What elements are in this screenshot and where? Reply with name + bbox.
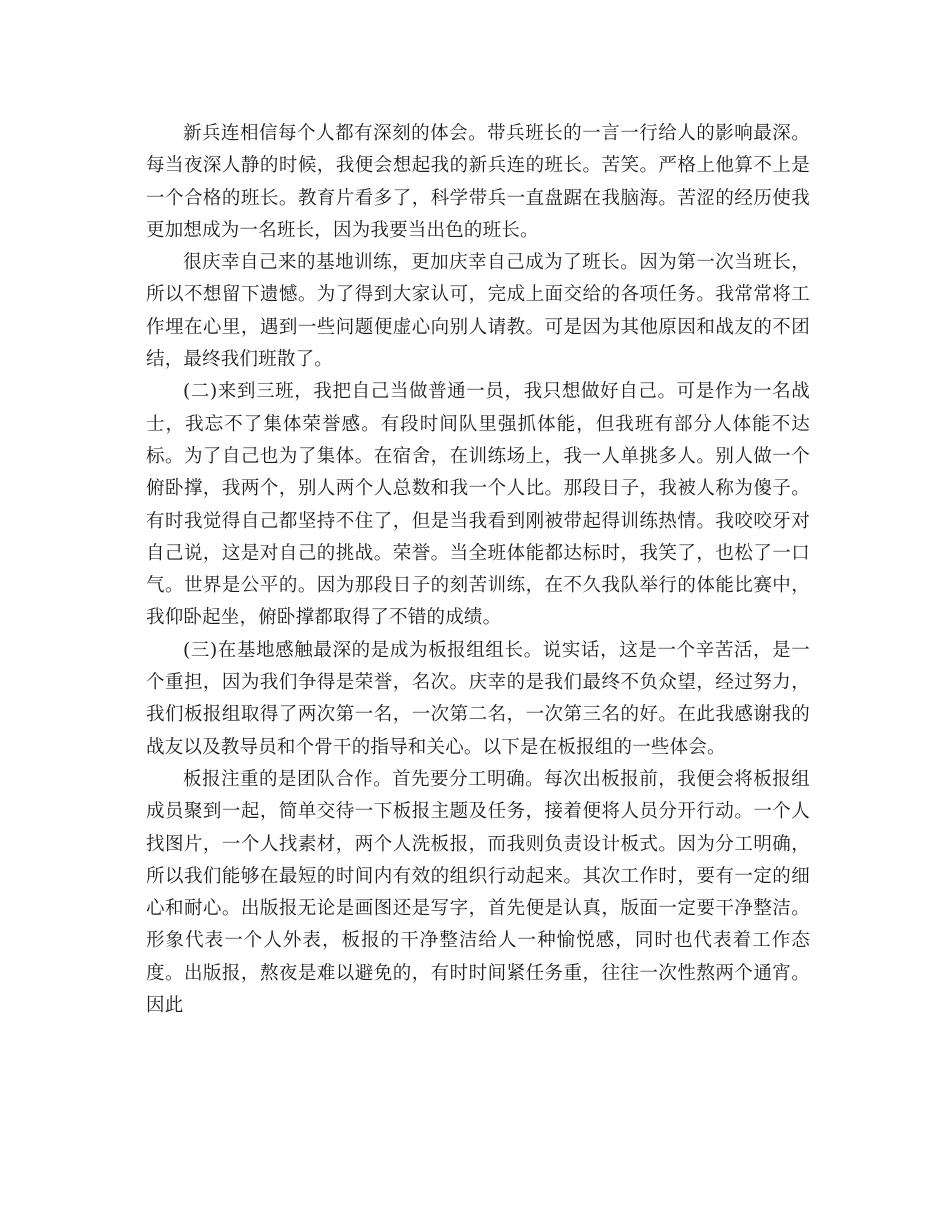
paragraph-4: (三)在基地感触最深的是成为板报组组长。说实话，这是一个辛苦活，是一个重担，因为我们争得是荣誉，名次。庆幸的是我们最终不负众望，经过努力，我们板报组取得了两次第一名，一次第二名，一次第三名的好。在此我感谢我的战友以及教导员和个骨干的指导和关心。以下是在板报组的一些体会。 [146,639,810,758]
paragraph-5: 板报注重的是团队合作。首先要分工明确。每次出板报前，我便会将板报组成员聚到一起，简单交待一下板报主题及任务，接着便将人员分开行动。一个人找图片，一个人找素材，两个人洗板报，而我则负责设计板式。因为分工明确，所以我们能够在最短的时间内有效的组织行动起来。其次工作时，要有一定的细心和耐心。出版报无论是画图还是写字，首先便是认真，版面一定要干净整洁。形象代表一个人外表，板报的干净整洁给人一种愉悦感，同时也代表着工作态度。出版报，熬夜是难以避免的，有时时间紧任务重，往往一次性熬两个通宵。因此 [146,768,810,1017]
paragraph-2: 很庆幸自己来的基地训练，更加庆幸自己成为了班长。因为第一次当班长，所以不想留下遗憾。为了得到大家认可，完成上面交给的各项任务。我常常将工作埋在心里，遇到一些问题便虚心向别人请教。可是因为其他原因和战友的不团结，最终我们班散了。 [146,252,810,371]
paragraph-3: (二)来到三班，我把自己当做普通一员，我只想做好自己。可是作为一名战士，我忘不了集体荣誉感。有段时间队里强抓体能，但我班有部分人体能不达标。为了自己也为了集体。在宿舍，在训练场上，我一人单挑多人。别人做一个俯卧撑，我两个，别人两个人总数和我一个人比。那段日子，我被人称为傻子。有时我觉得自己都坚持不住了，但是当我看到刚被带起得训练热情。我咬咬牙对自己说，这是对自己的挑战。荣誉。当全班体能都达标时，我笑了，也松了一口气。世界是公平的。因为那段日子的刻苦训练，在不久我队举行的体能比赛中，我仰卧起坐，俯卧撑都取得了不错的成绩。 [146,381,810,629]
paragraph-1: 新兵连相信每个人都有深刻的体会。带兵班长的一言一行给人的影响最深。每当夜深人静的时候，我便会想起我的新兵连的班长。苦笑。严格上他算不上是一个合格的班长。教育片看多了，科学带兵一直盘踞在我脑海。苦涩的经历使我更加想成为一名班长，因为我要当出色的班长。 [146,123,810,241]
document-body [146,118,810,1022]
